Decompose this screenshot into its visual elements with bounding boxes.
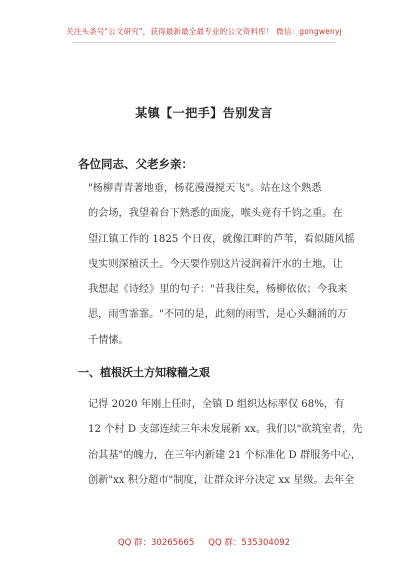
document-title: 某镇【一把手】告别发言 <box>135 106 273 120</box>
paragraph-line: 我想起《诗经》里的句子："昔我往矣，杨柳依依；今我来 <box>88 284 348 296</box>
paragraph-line: 治其基"的魄力，在三年内新建 21 个标准化 D 群服务中心， <box>88 449 362 461</box>
paragraph-line: 记得 2020 年刚上任时，全镇 D 组织达标率仅 68%，有 <box>88 399 345 410</box>
header-banner: 关注头条号"公文研究"，获得最新最全最专业的公文资料库！ 微信：gongwenyj <box>66 27 342 36</box>
paragraph-line: 12 个村 D 支部连续三年未发展新 xx。我们以"欲筑室者，先 <box>88 424 363 436</box>
paragraph-line: 望江镇工作的 1825 个日夜，就像江畔的芦苇，看似随风摇 <box>88 233 355 245</box>
footer <box>0 536 408 548</box>
paragraph-line: 的会场，我望着台下熟悉的面庞，喉头竟有千钧之重。在 <box>88 208 343 220</box>
footer-qq-group-1: QQ 群：30265665 <box>117 538 195 548</box>
paragraph-1 <box>88 176 356 353</box>
paragraph-line: 思，雨雪霏霏。"不同的是，此刻的雨雪，是心头翻涌的万 <box>88 309 348 321</box>
paragraph-2 <box>88 392 363 493</box>
section-heading: 一、植根沃土方知稼穑之艰 <box>78 366 210 379</box>
salutation: 各位同志、父老乡亲： <box>78 157 193 171</box>
paragraph-line: 创新"xx 积分超市"制度，让群众评分决定 xx 星级。去年全 <box>88 474 355 486</box>
paragraph-line: 曳实则深植沃土。今天要作别这片浸润着汗水的土地，让 <box>88 258 343 270</box>
header-divider <box>72 42 336 43</box>
footer-qq-group-2: QQ 群：535304092 <box>208 538 291 548</box>
paragraph-line: "杨柳青青著地垂，杨花漫漫搅天飞"。站在这个熟悉 <box>88 183 322 194</box>
paragraph-line: 千情愫。 <box>88 334 129 346</box>
